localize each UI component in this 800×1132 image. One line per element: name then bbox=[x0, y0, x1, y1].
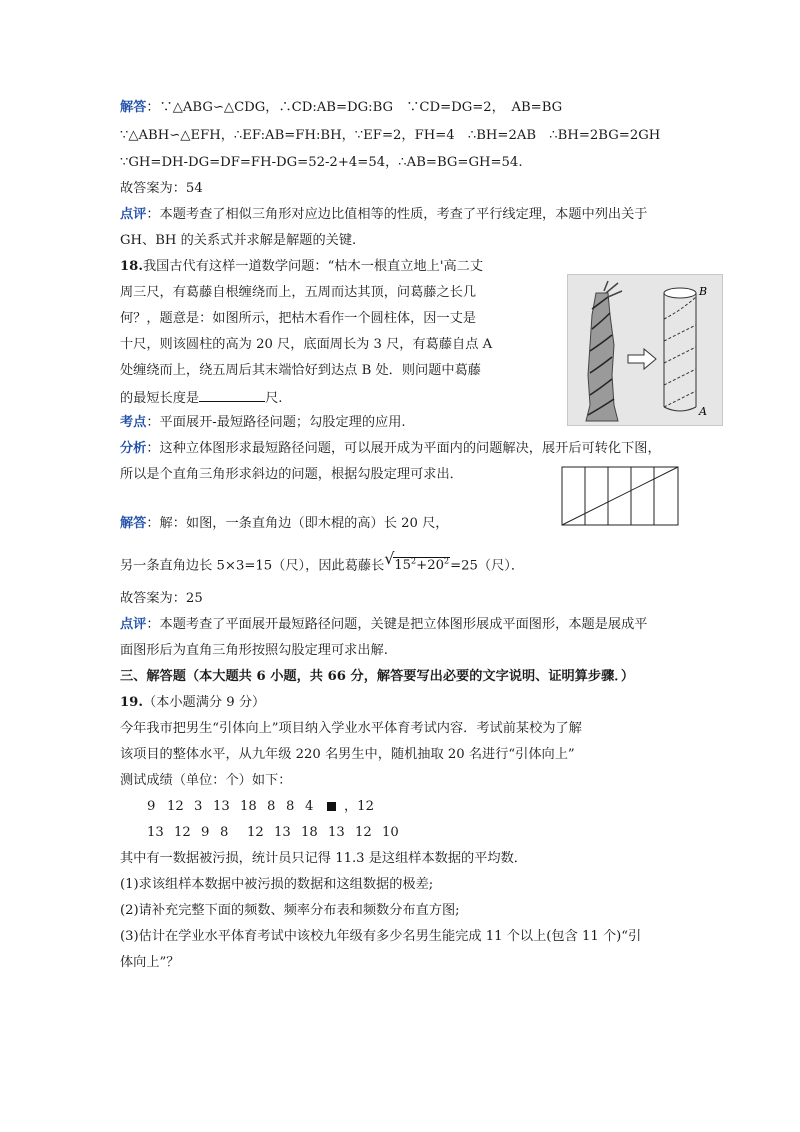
q17-solution-line2: ∵△ABH∽△EFH，∴EF:AB=FH:BH，∵EF=2，FH=4 ∴BH=2AB ∴BH=2BG=2GH bbox=[120, 128, 661, 143]
q19-sub3-line1: (3)估计在学业水平体育考试中该校九年级有多少名男生能完成 11 个以上(包含 11 个)“引 bbox=[120, 929, 642, 944]
q18-text-line6: 的最短长度是 尺. bbox=[120, 391, 283, 406]
point-b-label: B bbox=[699, 285, 708, 298]
q17-solution-line3: ∵GH=DH-DG=DF=FH-DG=52-2+4=54，∴AB=BG=GH=54. bbox=[120, 155, 523, 170]
q18-jieda-line1: 解答：解：如图，一条直角边（即木棍的高）长 20 尺， bbox=[120, 516, 449, 531]
q19-text-line1: 今年我市把男生“引体向上”项目纳入学业水平体育考试内容．考试前某校为了解 bbox=[120, 721, 582, 736]
q18-comment-line2: 面图形后为直角三角形按照勾股定理可求出解. bbox=[120, 643, 388, 658]
q17-solution-line1: 解答：∵△ABG∽△CDG，∴CD:AB=DG:BG ∵CD=DG=2， AB=BG bbox=[120, 100, 563, 115]
jieda-label: 解答 bbox=[120, 516, 147, 531]
unrolled-rectangle-svg bbox=[561, 466, 679, 526]
diagonal-line bbox=[562, 467, 678, 525]
q18-fenxi-line1: 分析：这种立体图形求最短路径问题，可以展开成为平面内的问题解决，展开后可转化下图， bbox=[120, 441, 661, 456]
comment-label: 点评 bbox=[120, 207, 147, 222]
q18-kaodian: 考点：平面展开-最短路径问题；勾股定理的应用. bbox=[120, 415, 406, 430]
helix-path bbox=[664, 297, 696, 407]
q19-text-line3: 测试成绩（单位：个）如下： bbox=[120, 773, 292, 788]
arrow-icon bbox=[628, 349, 656, 369]
q18-fenxi-line2: 所以是个直角三角形求斜边的问题，根据勾股定理可求出． bbox=[120, 467, 463, 482]
q18-text-line5: 处缠绕而上，绕五周后其末端恰好到达点 B 处．则问题中葛藤 bbox=[120, 363, 481, 378]
q18-answer: 故答案为：25 bbox=[120, 591, 203, 606]
q18-text-line2: 周三尺，有葛藤自根缠绕而上，五周而达其顶，问葛藤之长几 bbox=[120, 285, 477, 300]
tree-cylinder-svg bbox=[568, 275, 722, 425]
q19-data-row2: 13 12 9 8 12 13 18 13 12 10 bbox=[147, 825, 399, 840]
q18-text-line3: 何？，题意是：如图所示，把枯木看作一个圆柱体，因一丈是 bbox=[120, 311, 477, 326]
fenxi-label: 分析 bbox=[120, 441, 147, 456]
q17-comment-line2: GH、BH 的关系式并求解是解题的关键. bbox=[120, 233, 357, 248]
q19-sub2: (2)请补充完整下面的频数、频率分布表和频数分布直方图; bbox=[120, 903, 460, 918]
comment-label: 点评 bbox=[120, 617, 147, 632]
q18-comment-line1: 点评：本题考查了平面展开最短路径问题，关键是把立体图形展成平面图形，本题是展成平 bbox=[120, 617, 648, 632]
q18-jieda-line2: 另一条直角边长 5×3=15（尺），因此葛藤长 √ $15^2+20^2=25$（尺）． bbox=[120, 549, 525, 574]
q18-text-line1: 18.我国古代有这样一道数学问题：“枯木一根直立地上'高二丈 bbox=[120, 259, 484, 274]
q19-text-line2: 该项目的整体水平，从九年级 220 名男生中，随机抽取 20 名进行“引体向上” bbox=[120, 747, 575, 762]
q19-sub1: (1)求该组样本数据中被污损的数据和这组数据的极差; bbox=[120, 877, 434, 892]
solution-label: 解答 bbox=[120, 100, 147, 115]
answer-blank bbox=[199, 389, 265, 402]
point-a-label: A bbox=[699, 405, 707, 418]
q18-text-line4: 十尺，则该圆柱的高为 20 尺，底面周长为 3 尺，有葛藤自点 A bbox=[120, 337, 493, 352]
tree-trunk-shape bbox=[586, 293, 618, 421]
question-number: 18. bbox=[120, 259, 143, 274]
sqrt-expression: √ $15^2+20^2$ bbox=[384, 549, 450, 574]
kaodian-label: 考点 bbox=[120, 415, 147, 430]
stained-data-mark bbox=[327, 802, 336, 811]
q19-header: 19.（本小题满分 9 分） bbox=[120, 695, 266, 710]
q19-data-row1: 9 12 3 13 18 8 8 4 ，12 bbox=[147, 799, 374, 814]
tree-cylinder-figure bbox=[567, 274, 723, 426]
q19-sub3-line2: 体向上”？ bbox=[120, 955, 180, 970]
cylinder-top bbox=[664, 288, 696, 298]
q17-comment-line1: 点评：本题考查了相似三角形对应边比值相等的性质，考查了平行线定理，本题中列出关于 bbox=[120, 207, 648, 222]
question-number: 19. bbox=[120, 695, 143, 710]
unrolled-rectangle-figure bbox=[561, 466, 679, 526]
q19-text-line4: 其中有一数据被污损，统计员只记得 11.3 是这组样本数据的平均数． bbox=[120, 851, 527, 866]
section3-title: 三、解答题（本大题共 6 小题，共 66 分，解答要写出必要的文字说明、证明算步骤．） bbox=[120, 669, 635, 684]
q17-answer: 故答案为：54 bbox=[120, 181, 203, 196]
